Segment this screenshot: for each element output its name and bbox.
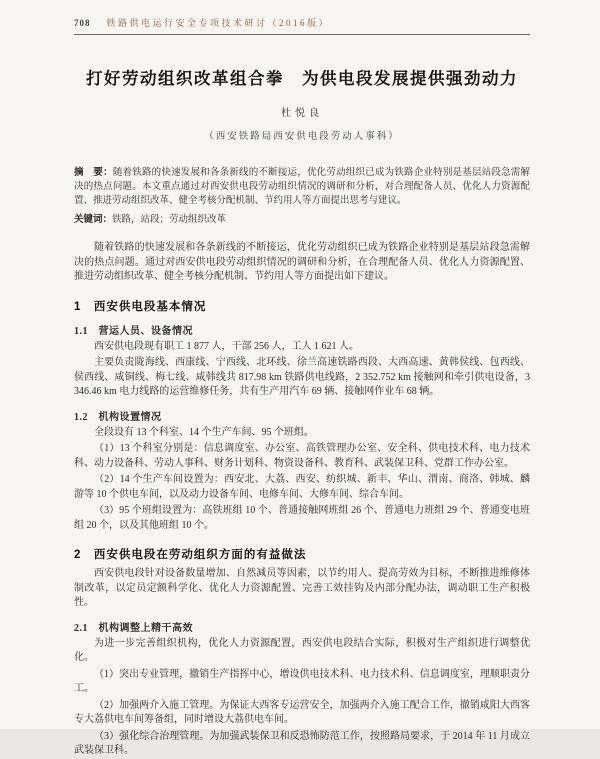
section-1-2-heading: 1.2 机构设置情况 xyxy=(74,411,162,423)
keywords-text: 铁路，站段；劳动组织改革 xyxy=(112,215,227,225)
abstract-text: 随着铁路的快速发展和各条新线的不断接运，优化劳动组织已成为铁路企业特别是基层站段急需解决的热点问题。本文重点通过对西安供电段劳动组织情况的调研和分析，对合理配备人员、优化人力资源配置、推进劳动组织改革、健全考核分配机制、节约用人等方面提出思考与建议。 xyxy=(74,168,530,206)
section-1-2-item-3: （3）95 个班组设置为：高铁班组 10 个、普通接触网班组 26 个、普通电力班组 29 个、普通变电班组 20 个，以及其他班组 10 个。 xyxy=(74,505,530,531)
section-2-1-item-3: （3）强化综合治理管理。为加强武装保卫和反恐怖防范工作，按照路局要求，于 2014 年 11 月成立武装保卫科。 xyxy=(74,730,530,756)
keywords-block xyxy=(74,213,530,227)
page-number: 708 xyxy=(74,18,91,28)
paper-title: 打好劳动组织改革组合拳 为供电段发展提供强劲动力 xyxy=(86,70,518,88)
journal-title: 铁路供电运行安全专项技术研讨（2016版） xyxy=(106,18,331,28)
section-1-2-paragraph-1: 全段设有 13 个科室、14 个生产车间、95 个班组。 xyxy=(94,426,314,438)
author-affiliation: （西安铁路局西安供电段劳动人事科） xyxy=(204,132,400,142)
running-head xyxy=(74,16,530,35)
abstract-block xyxy=(74,166,530,208)
abstract-label: 摘 要： xyxy=(74,168,113,178)
author-name: 杜悦良 xyxy=(281,108,323,119)
section-1-1-heading: 1.1 营运人员、设备情况 xyxy=(74,325,193,337)
section-2-paragraph-1: 西安供电段针对设备数量增加、自然减员等因素，以节约用人、提高劳效为目标，不断推进维修体制改革，以定员定额科学化、优化人力资源配置、完善工效挂钩及内部分配办法，调动职工生产积极性。 xyxy=(74,568,530,608)
section-1-1-paragraph-2: 主要负责陇海线、西康线、宁西线、北环线、徐兰高速铁路西段、大西高速、黄韩侯线、包西线、侯西线、咸铜线、梅七线、咸韩线共 817.98 km 铁路供电线路，2 352.752 km 接触网和牵引供电设备，3 346.46 km 电力线路的运营维修任务，共有生产用汽车 69 辆、接触网作业车 68 辆。 xyxy=(74,357,530,397)
section-2-heading: 2 西安供电段在劳动组织方面的有益做法 xyxy=(74,549,307,561)
section-1-2-item-2: （2）14 个生产车间设置为：西安北、大荔、西安、纺织城、新丰、华山、渭南、商洛、韩城、麟游等 10 个供电车间，以及动力设备车间、电修车间、大修车间、综合车间。 xyxy=(74,474,530,500)
section-2-1-item-2: （2）加强两介入施工管理。为保证大西客专运营安全，加强两介入施工配合工作，撤销咸阳大西客专大荔供电车间筹备组，同时增设大荔供电车间。 xyxy=(74,699,530,725)
keywords-label: 关键词： xyxy=(74,215,113,225)
section-1-2-item-1: （1）13 个科室分别是：信息调度室、办公室、高铁管理办公室、安全科、供电技术科、电力技术科、动力设备科、劳动人事科、财务计划科、物资设备科、教育科、武装保卫科、党群工作办公室。 xyxy=(74,443,530,469)
intro-paragraph: 随着铁路的快速发展和各条新线的不断接运，优化劳动组织已成为铁路企业特别是基层站段急需解决的热点问题。通过对西安供电段劳动组织情况的调研和分析，在合理配备人员、优化人力资源配置、推进劳动组织改革、健全考核分配机制、节约用人等方面提出如下建议。 xyxy=(74,242,530,282)
section-2-1-heading: 2.1 机构调整上精干高效 xyxy=(74,622,193,634)
section-1-1-paragraph-1: 西安供电段现有职工 1 877 人，干部 256 人，工人 1 621 人。 xyxy=(94,340,359,352)
section-2-1-paragraph-1: 为进一步完善组织机构，优化人力资源配置，西安供电段结合实际，积极对生产组织进行调整优化。 xyxy=(74,637,530,663)
section-1-heading: 1 西安供电段基本情况 xyxy=(74,300,207,313)
section-2-1-item-1: （1）突出专业管理，撤销生产指挥中心，增设供电技术科、电力技术科、信息调度室，理顺职责分工。 xyxy=(74,668,530,694)
